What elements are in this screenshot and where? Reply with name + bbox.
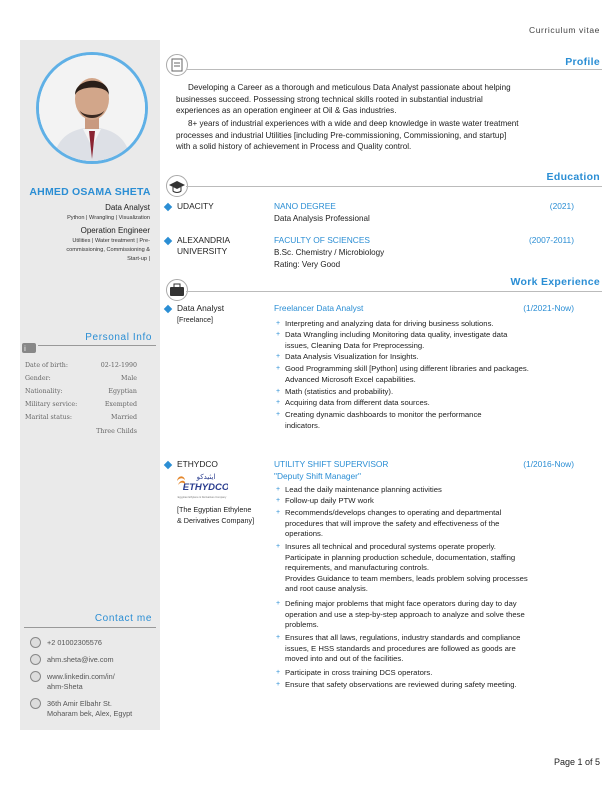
linkedin-icon	[30, 671, 41, 682]
role-operation-engineer: Operation Engineer	[80, 226, 150, 235]
job-period: (1/2016-Now)	[523, 459, 574, 469]
job-position-sub: "Deputy Shift Manager"	[274, 471, 361, 481]
location-icon	[30, 698, 41, 709]
list-item: + Creating dynamic dashboards to monitor the performance indicators.	[276, 410, 482, 430]
list-item: + Follow-up daily PTW work	[276, 496, 374, 505]
profile-paragraph-1: Developing a Career as a thorough and meticulous Data Analyst passionate about helping businesses succeed. Possessing strong technical skills rooted in substantial industrial experiences as an operation engineer at Oil & Gas industries.	[176, 83, 511, 115]
ethydco-logo	[176, 471, 228, 501]
education-degree: FACULTY OF SCIENCES	[274, 235, 371, 245]
work-experience-divider	[186, 291, 602, 292]
education-detail: B.Sc. Chemistry / Microbiology	[274, 248, 385, 257]
personal-info-divider	[38, 345, 156, 346]
role-operation-skills-3: Start-up |	[127, 256, 150, 262]
profile-divider	[186, 69, 602, 70]
list-item: + Ensures that all laws, regulations, industry standards and compliance issues, E HSS standards and procedures are followed as goods are moved into and out of the facilities.	[276, 633, 521, 663]
list-item: + Insures all technical and procedural systems operate properly. Participate in planning production schedule, documentation, staffing requirements, and manufacturing controls. Provides Guidance to team members, leads problem solving processes and root cause analysis.	[276, 542, 528, 593]
role-operation-skills-1: Utilities | Water treatment | Pre-	[72, 238, 150, 244]
list-item: + Participate in cross training DCS operators.	[276, 668, 433, 677]
svg-text:i: i	[24, 345, 26, 353]
job-title: Data Analyst	[177, 303, 225, 313]
contact-email[interactable]: ahm.sheta@ive.com	[30, 654, 160, 668]
document-header: Curriculum vitae	[528, 25, 600, 35]
contact-linkedin[interactable]: www.linkedin.com/in/ ahm-Sheta	[30, 671, 160, 693]
job-subtitle: [Freelance]	[177, 315, 213, 324]
info-icon	[22, 340, 36, 353]
profile-title: Profile	[565, 56, 600, 68]
education-divider	[186, 186, 602, 187]
list-item: + Data Wrangling including Monitoring data quality, investigate data issues, Cleaning Data for Preprocessing.	[276, 330, 508, 350]
job-period: (1/2021-Now)	[523, 303, 574, 313]
education-detail: Data Analysis Professional	[274, 214, 370, 223]
work-experience-title: Work Experience	[510, 276, 600, 288]
email-icon	[30, 654, 41, 665]
page-number: Page 1 of 5	[553, 757, 600, 767]
contact-address: 36th Amir Elbahr St. Moharam bek, Alex, Egypt	[30, 698, 160, 720]
bullet-diamond	[164, 305, 172, 313]
education-org: ALEXANDRIA UNIVERSITY	[177, 235, 231, 256]
contact-phone[interactable]: +2 01002305576	[30, 637, 160, 651]
bullet-diamond	[164, 203, 172, 211]
list-item: + Interpreting and analyzing data for driving business solutions.	[276, 319, 494, 328]
profile-icon	[166, 54, 188, 76]
personal-info-title: Personal Info	[85, 332, 152, 343]
sidebar: AHMED OSAMA SHETA Data Analyst Python | Wrangling | Visualization Operation Engineer Utilities | Water treatment | Pre- commissioning, Commissioning & Start-up | i Personal Info Date of birth: 02-12-1990 Gender: Male Nationality: Egyptian Military service: Exempted Marital status: Married Three Childs Contact me +2 01002305576 ahm.sheta@ive.com www.linkedin.com/in/ ahm-Sheta 36th Amir Elbahr St. Moharam bek, Alex, Egypt	[20, 40, 160, 730]
role-data-analyst-skills: Python | Wrangling | Visualization	[67, 215, 150, 221]
bullet-diamond	[164, 461, 172, 469]
education-years: (2007-2011)	[528, 235, 574, 245]
list-item: + Ensure that safety observations are reviewed during safety meeting.	[276, 680, 517, 689]
role-data-analyst: Data Analyst	[105, 203, 150, 212]
education-org: UDACITY	[177, 201, 214, 211]
profile-photo	[36, 52, 148, 164]
list-item: + Recommends/develops changes to operating and departmental procedures that will improve the safety and effectiveness of the operations.	[276, 508, 502, 538]
education-detail: Rating: Very Good	[274, 260, 341, 269]
job-company-full: [The Egyptian Ethylene & Derivatives Company]	[177, 505, 255, 525]
education-title: Education	[546, 171, 600, 183]
list-item: + Good Programming skill [Python] using different libraries and packages. Advanced Microsoft Excel capabilities.	[276, 364, 529, 384]
education-degree: NANO DEGREE	[274, 201, 336, 211]
contact-divider	[24, 627, 156, 628]
job-position: Freelancer Data Analyst	[274, 303, 364, 313]
graduation-cap-icon	[166, 175, 188, 197]
briefcase-icon	[166, 279, 188, 301]
phone-icon	[30, 637, 41, 648]
role-operation-skills-2: commissioning, Commissioning &	[66, 247, 150, 253]
job-position: UTILITY SHIFT SUPERVISOR	[274, 459, 389, 469]
list-item: + Lead the daily maintenance planning activities	[276, 485, 442, 494]
svg-text:ايثيدكو: ايثيدكو	[196, 473, 216, 481]
education-years: (2021)	[549, 201, 574, 211]
job-company: ETHYDCO	[177, 459, 218, 469]
svg-text:Egyptian Ethylene & Derivative: Egyptian Ethylene & Derivatives Company	[177, 496, 227, 499]
list-item: + Defining major problems that might face operators during day to day operation and use a step-by-step approach to analyze and solve these problems.	[276, 599, 525, 629]
bullet-diamond	[164, 237, 172, 245]
profile-paragraph-2: 8+ years of industrial experiences with a wide and deep knowledge in waste water treatment processes and industrial Utilities [including Pre-commissioning, Commissioning, and startup] with a solid history of achievement in Process and Quality control.	[176, 119, 519, 151]
contact-title: Contact me	[94, 613, 152, 624]
list-item: + Data Analysis Visualization for Insights.	[276, 352, 419, 361]
list-item: + Acquiring data from different data sources.	[276, 398, 430, 407]
list-item: + Math (statistics and probability).	[276, 387, 394, 396]
svg-text:ETHYDCO: ETHYDCO	[182, 482, 228, 493]
candidate-name: AHMED OSAMA SHETA	[29, 186, 151, 198]
